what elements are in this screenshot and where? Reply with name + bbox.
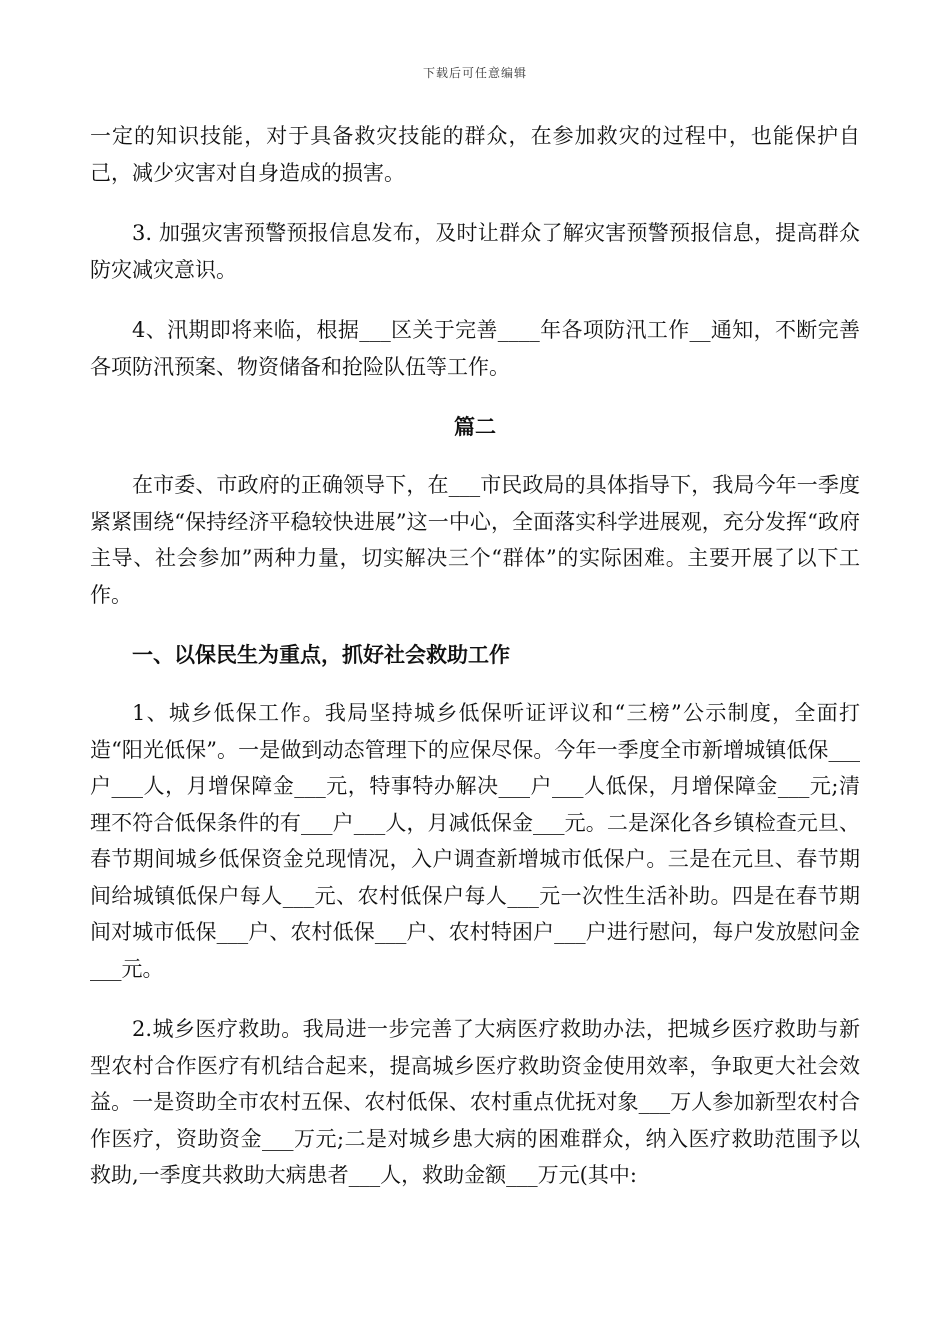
paragraph-3: 4、汛期即将来临，根据___区关于完善____年各项防汛工作__通知，不断完善各项防汛预案、物资储备和抢险队伍等工作。 (90, 318, 860, 379)
paragraph-1: 一定的知识技能，对于具备救灾技能的群众，在参加救灾的过程中，也能保护自己，减少灾害对自身造成的损害。 (90, 124, 860, 185)
document-body (90, 118, 860, 1218)
section-title: 篇二 (454, 414, 496, 439)
header-note: 下载后可任意编辑 (422, 66, 527, 80)
paragraph-6: 2.城乡医疗救助。我局进一步完善了大病医疗救助办法，把城乡医疗救助与新型农村合作医疗有机结合起来，提高城乡医疗救助资金使用效率，争取更大社会效益。一是资助全市农村五保、农村低保、农村重点优抚对象___万人参加新型农村合作医疗，资助资金___万元;二是对城乡患大病的困难群众，纳入医疗救助范围予以救助,一季度共救助大病患者___人，救助金额___万元(其中: (90, 1017, 860, 1187)
paragraph-4: 在市委、市政府的正确领导下，在___市民政局的具体指导下，我局今年一季度紧紧围绕“保持经济平稳较快进展”这一中心，全面落实科学进展观，充分发挥“政府主导、社会参加”两种力量，切实解决三个“群体”的实际困难。主要开展了以下工作。 (90, 473, 860, 607)
sub-heading-1: 一、以保民生为重点，抓好社会救助工作 (132, 642, 510, 667)
paragraph-2: 3. 加强灾害预警预报信息发布，及时让群众了解灾害预警预报信息，提高群众防灾减灾意识。 (90, 221, 860, 282)
paragraph-5: 1、城乡低保工作。我局坚持城乡低保听证评议和“三榜”公示制度，全面打造“阳光低保”。一是做到动态管理下的应保尽保。今年一季度全市新增城镇低保___户___人，月增保障金___元，特事特办解决___户___人低保，月增保障金___元;清理不符合低保条件的有___户___人，月减低保金___元。二是深化各乡镇检查元旦、春节期间城乡低保资金兑现情况，入户调查新增城市低保户。三是在元旦、春节期间给城镇低保户每人___元、农村低保户每人___元一次性生活补助。四是在春节期间对城市低保___户、农村低保___户、农村特困户___户进行慰问，每户发放慰问金___元。 (90, 701, 860, 981)
